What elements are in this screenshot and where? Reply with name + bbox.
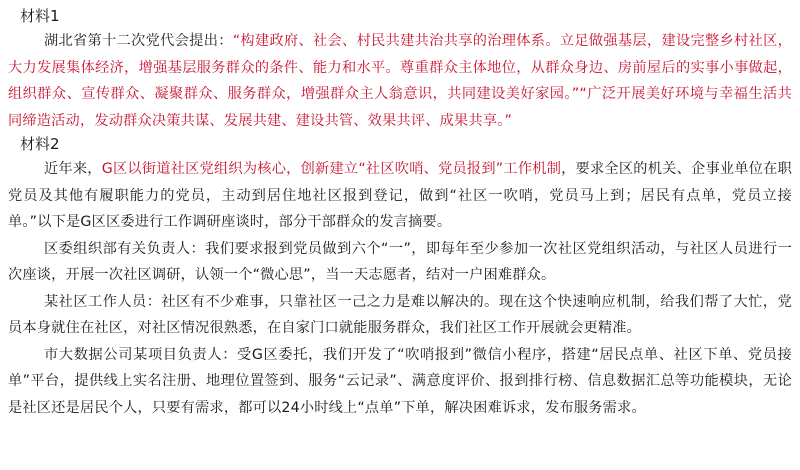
material-1-heading: 材料1 — [20, 7, 60, 25]
material-2-p1-end: ，要求全区的机关、企事业单位在职党员及其他有履职能力的党员，主动到居住地社区报到登记，做到“社区一吹哨，党员马上到；居民有点单，党员立接单。”以下是G区区委进行工作调研座谈时，部分干部群众的发言摘要。 — [8, 161, 792, 230]
material-2-paragraph-3: 某社区工作人员：社区有不少难事，只靠社区一己之力是难以解决的。现在这个快速响应机制，给我们帮了大忙，党员本身就住在社区，对社区情况很熟悉，在自家门口就能服务群众，我们社区工作开展就会更精准。 — [8, 293, 792, 336]
material-2-p1-highlight: G区以街道社区党组织为核心，创新建立“社区吹哨、党员报到”工作机制 — [101, 161, 562, 177]
material-2-heading: 材料2 — [20, 135, 60, 153]
material-1-section — [8, 6, 792, 134]
material-2-section — [8, 134, 792, 421]
material-2-paragraph-2: 区委组织部有关负责人：我们要求报到党员做到六个“一”，即每年至少参加一次社区党组织活动，与社区人员进行一次座谈，开展一次社区调研，认领一个“微心思”，当一天志愿者，结对一户困难群众。 — [8, 240, 792, 283]
material-1-quote: “构建政府、社会、村民共建共治共享的治理体系。立足做强基层，建设完整乡村社区，大力发展集体经济，增强基层服务群众的条件、能力和水平。尊重群众主体地位，从群众身边、房前屋后的实事小事做起，组织群众、宣传群众、凝聚群众、服务群众，增强群众主人翁意识，共同建设美好家园。”“广泛开展美好环境与幸福生活共同缔造活动，发动群众决策共谋、发展共建、建设共管、效果共评、成果共享。” — [8, 33, 792, 129]
material-2-p1-start: 近年来， — [44, 161, 102, 177]
material-2-paragraph-1 — [8, 156, 792, 236]
material-1-paragraph — [8, 28, 792, 134]
material-1-intro: 湖北省第十二次党代会提出： — [44, 33, 233, 49]
material-2-paragraph-4: 市大数据公司某项目负责人：受G区委托，我们开发了“吹哨报到”微信小程序，搭建“居民点单、社区下单、党员接单”平台，提供线上实名注册、地理位置签到、服务“云记录”、满意度评价、报到排行榜、信息数据汇总等功能模块，无论是社区还是居民个人，只要有需求，都可以24小时线上“点单”下单，解决困难诉求，发布服务需求。 — [8, 346, 792, 416]
